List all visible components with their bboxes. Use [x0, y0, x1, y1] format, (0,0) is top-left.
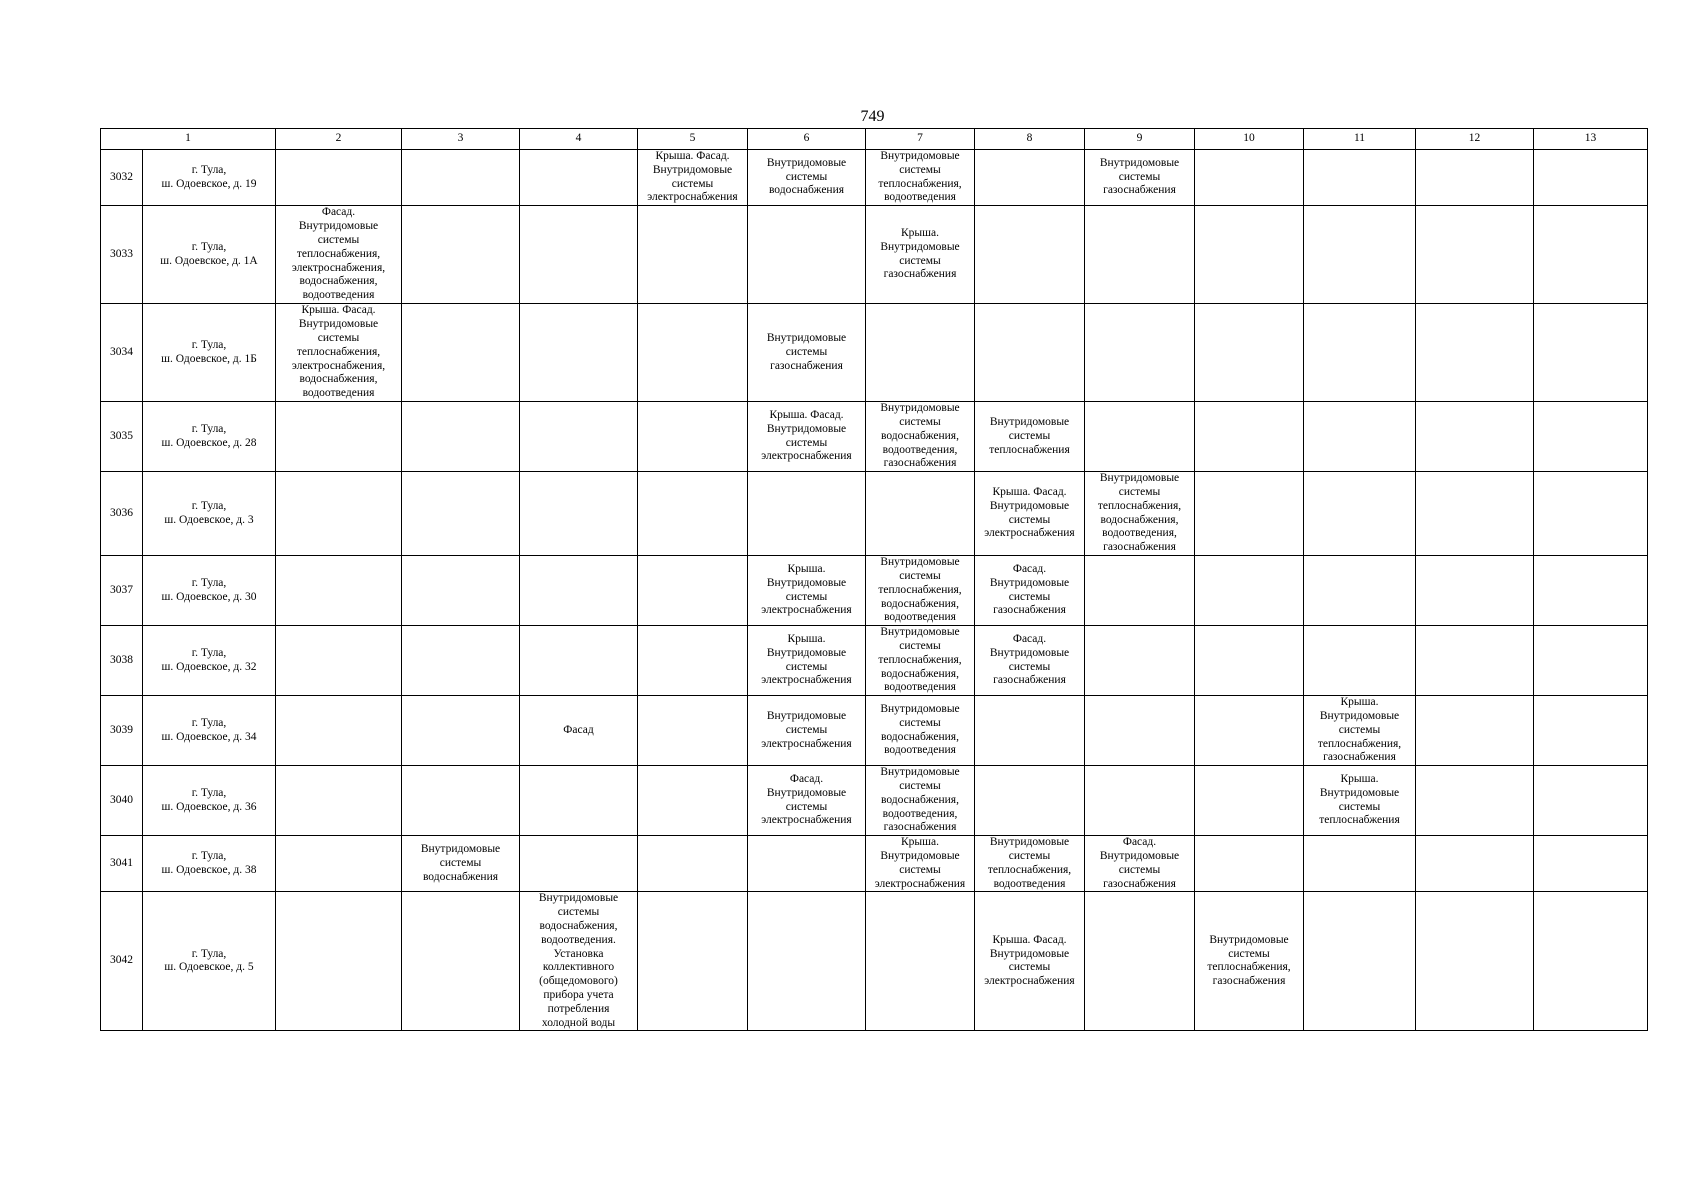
column-header-text: 3 — [457, 132, 464, 145]
column-header-text: 5 — [689, 132, 696, 145]
work-cell — [1534, 304, 1648, 402]
work-cell-text: Фасад. Внутридомовые системы газоснабжения — [989, 633, 1070, 687]
work-cell — [638, 626, 748, 696]
work-cell — [1085, 836, 1195, 892]
work-cell — [638, 472, 748, 556]
work-cell — [748, 304, 866, 402]
work-cell — [402, 206, 520, 304]
work-cell — [1304, 402, 1416, 472]
work-cell — [402, 402, 520, 472]
work-cell — [638, 206, 748, 304]
address-cell — [143, 626, 276, 696]
row-number — [101, 766, 143, 836]
table-row — [101, 402, 1648, 472]
table-row — [101, 206, 1648, 304]
row-number-text: 3034 — [110, 345, 133, 358]
work-cell — [1085, 402, 1195, 472]
work-cell — [1416, 766, 1534, 836]
work-cell — [1304, 892, 1416, 1031]
work-cell — [748, 836, 866, 892]
work-cell — [866, 206, 975, 304]
work-cell — [402, 766, 520, 836]
row-number — [101, 696, 143, 766]
work-cell-text: Крыша. Фасад. Внутридомовые системы теплоснабжения, электроснабжения, водоснабжения, водоотведения — [291, 304, 386, 400]
work-cell — [1534, 150, 1648, 206]
work-cell — [1534, 402, 1648, 472]
work-cell — [1195, 402, 1304, 472]
work-cell — [276, 766, 402, 836]
table-row — [101, 836, 1648, 892]
work-cell — [975, 304, 1085, 402]
work-cell — [1416, 626, 1534, 696]
work-cell — [276, 402, 402, 472]
work-cell — [520, 696, 638, 766]
column-header — [1304, 129, 1416, 150]
work-cell — [402, 836, 520, 892]
work-cell-text: Крыша. Фасад. Внутридомовые системы электроснабжения — [984, 486, 1075, 540]
column-header — [402, 129, 520, 150]
work-cell — [748, 766, 866, 836]
work-cell-text: Крыша. Внутридомовые системы электроснабжения — [761, 633, 852, 687]
column-header — [101, 129, 276, 150]
work-cell — [748, 150, 866, 206]
work-cell — [975, 766, 1085, 836]
work-cell — [1195, 892, 1304, 1031]
row-number-text: 3041 — [110, 856, 133, 869]
work-cell — [1195, 206, 1304, 304]
column-header — [1195, 129, 1304, 150]
work-cell-text: Внутридомовые системы теплоснабжения — [989, 415, 1070, 456]
work-cell — [1195, 556, 1304, 626]
column-header — [1534, 129, 1648, 150]
column-header-text: 10 — [1243, 132, 1255, 145]
work-cell — [520, 304, 638, 402]
work-cell-text: Крыша. Фасад. Внутридомовые системы электроснабжения — [647, 150, 738, 204]
work-cell — [276, 892, 402, 1031]
address-cell-text: г. Тула, ш. Одоевское, д. 28 — [161, 422, 257, 449]
work-cell-text: Внутридомовые системы теплоснабжения, водоснабжения, водоотведения — [878, 556, 962, 624]
column-header — [638, 129, 748, 150]
work-cell — [1195, 304, 1304, 402]
address-cell-text: г. Тула, ш. Одоевское, д. 30 — [161, 576, 257, 603]
address-cell — [143, 556, 276, 626]
column-header-text: 12 — [1468, 132, 1481, 145]
work-cell — [1085, 150, 1195, 206]
work-cell — [1534, 556, 1648, 626]
work-cell — [1416, 696, 1534, 766]
column-header-text: 8 — [1026, 132, 1033, 145]
work-cell — [1085, 472, 1195, 556]
row-number-text: 3042 — [110, 954, 133, 967]
work-cell — [1085, 556, 1195, 626]
work-cell-text: Фасад. Внутридомовые системы газоснабжения — [989, 563, 1070, 617]
work-cell — [1416, 150, 1534, 206]
table-row — [101, 766, 1648, 836]
address-cell — [143, 304, 276, 402]
work-cell — [748, 696, 866, 766]
work-cell — [520, 206, 638, 304]
work-cell — [1534, 472, 1648, 556]
work-cell — [866, 150, 975, 206]
work-cell — [866, 402, 975, 472]
work-cell-text: Внутридомовые системы водоснабжения, водоотведения. Установка коллективного (общедомового) прибора учета потребления холодной воды — [538, 892, 619, 1029]
table-row — [101, 626, 1648, 696]
row-number — [101, 626, 143, 696]
address-cell — [143, 836, 276, 892]
work-cell — [1534, 836, 1648, 892]
work-cell — [1085, 696, 1195, 766]
work-cell — [638, 402, 748, 472]
work-cell — [866, 472, 975, 556]
address-cell-text: г. Тула, ш. Одоевское, д. 1А — [160, 240, 258, 267]
row-number-text: 3039 — [110, 723, 133, 736]
address-cell — [143, 766, 276, 836]
work-cell — [276, 472, 402, 556]
work-cell — [520, 150, 638, 206]
address-cell — [143, 150, 276, 206]
work-cell — [638, 304, 748, 402]
work-cell-text: Внутридомовые системы электроснабжения — [761, 709, 852, 750]
work-cell — [1195, 626, 1304, 696]
work-cell — [1416, 472, 1534, 556]
work-cell — [402, 556, 520, 626]
work-cell-text: Внутридомовые системы водоснабжения, водоотведения, газоснабжения — [880, 402, 960, 470]
column-header-text: 7 — [917, 132, 923, 145]
column-header — [1085, 129, 1195, 150]
work-cell — [975, 402, 1085, 472]
work-cell — [975, 206, 1085, 304]
address-cell-text: г. Тула, ш. Одоевское, д. 36 — [161, 786, 257, 813]
work-cell-text: Внутридомовые системы теплоснабжения, водоотведения — [987, 836, 1072, 890]
work-cell-text: Внутридомовые системы водоснабжения, водоотведения — [880, 703, 960, 757]
address-cell — [143, 696, 276, 766]
column-header — [1416, 129, 1534, 150]
work-cell-text: Крыша. Внутридомовые системы теплоснабжения — [1319, 773, 1400, 827]
work-cell-text: Крыша. Внутридомовые системы электроснабжения — [761, 563, 852, 617]
work-cell — [1304, 304, 1416, 402]
work-cell — [1304, 696, 1416, 766]
column-header-text: 4 — [575, 132, 582, 145]
work-cell — [1304, 150, 1416, 206]
row-number-text: 3032 — [110, 170, 133, 183]
work-cell — [276, 206, 402, 304]
work-cell — [748, 556, 866, 626]
work-cell — [276, 836, 402, 892]
column-header-text: 11 — [1353, 132, 1366, 145]
work-cell — [1195, 696, 1304, 766]
work-cell — [1416, 206, 1534, 304]
work-cell-text: Внутридомовые системы водоснабжения, водоотведения, газоснабжения — [880, 766, 960, 834]
address-cell-text: г. Тула, ш. Одоевское, д. 38 — [161, 849, 257, 876]
column-header-text: 6 — [803, 132, 810, 145]
row-number — [101, 150, 143, 206]
work-cell — [402, 696, 520, 766]
work-cell — [748, 402, 866, 472]
address-cell-text: г. Тула, ш. Одоевское, д. 3 — [164, 499, 254, 526]
row-number — [101, 304, 143, 402]
column-header — [975, 129, 1085, 150]
work-cell — [1085, 206, 1195, 304]
work-cell — [402, 304, 520, 402]
column-header — [520, 129, 638, 150]
work-cell — [638, 696, 748, 766]
address-cell-text: г. Тула, ш. Одоевское, д. 34 — [161, 716, 257, 743]
work-cell — [520, 836, 638, 892]
table-row — [101, 556, 1648, 626]
work-cell-text: Внутридомовые системы теплоснабжения, водоотведения — [878, 150, 962, 204]
repair-schedule-table — [100, 128, 1648, 1031]
work-cell — [975, 836, 1085, 892]
column-header — [748, 129, 866, 150]
row-number-text: 3035 — [110, 429, 133, 442]
work-cell — [1534, 626, 1648, 696]
work-cell — [1416, 402, 1534, 472]
work-cell — [1195, 766, 1304, 836]
work-cell — [1195, 472, 1304, 556]
work-cell — [520, 472, 638, 556]
work-cell-text: Внутридомовые системы теплоснабжения, водоснабжения, водоотведения — [878, 626, 962, 694]
work-cell — [1304, 206, 1416, 304]
row-number — [101, 472, 143, 556]
work-cell — [866, 766, 975, 836]
work-cell — [866, 836, 975, 892]
work-cell — [402, 892, 520, 1031]
work-cell — [1304, 626, 1416, 696]
page-number: 749 — [860, 108, 885, 125]
work-cell-text: Внутридомовые системы водоснабжения — [420, 843, 501, 883]
work-cell-text: Фасад. Внутридомовые системы теплоснабжения, электроснабжения, водоснабжения, водоотведения — [291, 206, 386, 302]
work-cell — [1195, 150, 1304, 206]
column-header-text: 9 — [1136, 132, 1143, 145]
work-cell — [1534, 206, 1648, 304]
work-cell-text: Внутридомовые системы теплоснабжения, водоснабжения, водоотведения, газоснабжения — [1097, 472, 1182, 554]
work-cell — [520, 402, 638, 472]
work-cell — [638, 150, 748, 206]
row-number — [101, 206, 143, 304]
header-row — [101, 129, 1648, 150]
work-cell — [276, 626, 402, 696]
work-cell — [1304, 472, 1416, 556]
work-cell-text: Крыша. Фасад. Внутридомовые системы электроснабжения — [761, 409, 852, 463]
row-number — [101, 556, 143, 626]
work-cell — [402, 626, 520, 696]
work-cell — [1195, 836, 1304, 892]
work-cell-text: Внутридомовые системы газоснабжения — [766, 331, 847, 372]
work-cell — [866, 696, 975, 766]
address-cell — [143, 472, 276, 556]
work-cell — [975, 696, 1085, 766]
work-cell — [748, 206, 866, 304]
work-cell — [748, 472, 866, 556]
work-cell — [638, 766, 748, 836]
work-cell — [402, 150, 520, 206]
work-cell — [520, 626, 638, 696]
column-header-text: 13 — [1584, 132, 1597, 145]
work-cell — [276, 304, 402, 402]
address-cell-text: г. Тула, ш. Одоевское, д. 32 — [161, 646, 257, 673]
work-cell — [276, 696, 402, 766]
work-cell — [1416, 556, 1534, 626]
work-cell-text: Крыша. Внутридомовые системы теплоснабжения, газоснабжения — [1317, 696, 1402, 764]
work-cell — [866, 556, 975, 626]
table-row — [101, 304, 1648, 402]
column-header — [866, 129, 975, 150]
work-cell — [638, 556, 748, 626]
work-cell — [1416, 892, 1534, 1031]
work-cell — [1304, 836, 1416, 892]
work-cell-text: Фасад. Внутридомовые системы газоснабжения — [1099, 836, 1180, 890]
work-cell — [638, 836, 748, 892]
work-cell — [1534, 892, 1648, 1031]
work-cell-text: Крыша. Фасад. Внутридомовые системы электроснабжения — [984, 933, 1075, 988]
table-row — [101, 696, 1648, 766]
address-cell-text: г. Тула, ш. Одоевское, д. 1Б — [161, 338, 257, 365]
address-cell-text: г. Тула, ш. Одоевское, д. 5 — [164, 947, 254, 974]
table-row — [101, 472, 1648, 556]
work-cell — [1416, 836, 1534, 892]
work-cell — [975, 556, 1085, 626]
work-cell — [1534, 696, 1648, 766]
work-cell — [402, 472, 520, 556]
row-number-text: 3038 — [110, 653, 133, 666]
work-cell — [1085, 892, 1195, 1031]
row-number-text: 3040 — [110, 793, 133, 806]
work-cell — [748, 626, 866, 696]
row-number-text: 3033 — [110, 247, 133, 260]
work-cell — [975, 150, 1085, 206]
work-cell-text: Фасад — [563, 723, 594, 736]
work-cell — [276, 150, 402, 206]
work-cell-text: Крыша. Внутридомовые системы газоснабжения — [880, 227, 960, 281]
work-cell — [1304, 556, 1416, 626]
work-cell — [748, 892, 866, 1031]
address-cell — [143, 206, 276, 304]
work-cell — [975, 626, 1085, 696]
work-cell — [638, 892, 748, 1031]
work-cell-text: Внутридомовые системы газоснабжения — [1099, 156, 1180, 197]
column-header — [276, 129, 402, 150]
work-cell — [1416, 304, 1534, 402]
address-cell — [143, 402, 276, 472]
row-number-text: 3037 — [110, 583, 133, 596]
column-header-text: 1 — [185, 132, 191, 145]
table-row — [101, 150, 1648, 206]
work-cell — [975, 892, 1085, 1031]
work-cell — [1085, 304, 1195, 402]
column-header-text: 2 — [335, 132, 342, 145]
work-cell-text: Внутридомовые системы теплоснабжения, газоснабжения — [1207, 933, 1291, 988]
work-cell — [520, 556, 638, 626]
row-number-text: 3036 — [110, 506, 133, 519]
work-cell — [520, 766, 638, 836]
table-row — [101, 892, 1648, 1031]
work-cell — [276, 556, 402, 626]
work-cell — [866, 626, 975, 696]
work-cell — [866, 892, 975, 1031]
row-number — [101, 402, 143, 472]
work-cell-text: Фасад. Внутридомовые системы электроснабжения — [761, 773, 852, 827]
work-cell — [1085, 766, 1195, 836]
row-number — [101, 892, 143, 1031]
work-cell — [520, 892, 638, 1031]
work-cell — [975, 472, 1085, 556]
address-cell — [143, 892, 276, 1031]
work-cell — [1534, 766, 1648, 836]
row-number — [101, 836, 143, 892]
work-cell — [1085, 626, 1195, 696]
work-cell — [866, 304, 975, 402]
work-cell-text: Внутридомовые системы водоснабжения — [766, 156, 847, 197]
work-cell — [1304, 766, 1416, 836]
address-cell-text: г. Тула, ш. Одоевское, д. 19 — [161, 163, 257, 190]
work-cell-text: Крыша. Внутридомовые системы электроснабжения — [874, 836, 966, 890]
